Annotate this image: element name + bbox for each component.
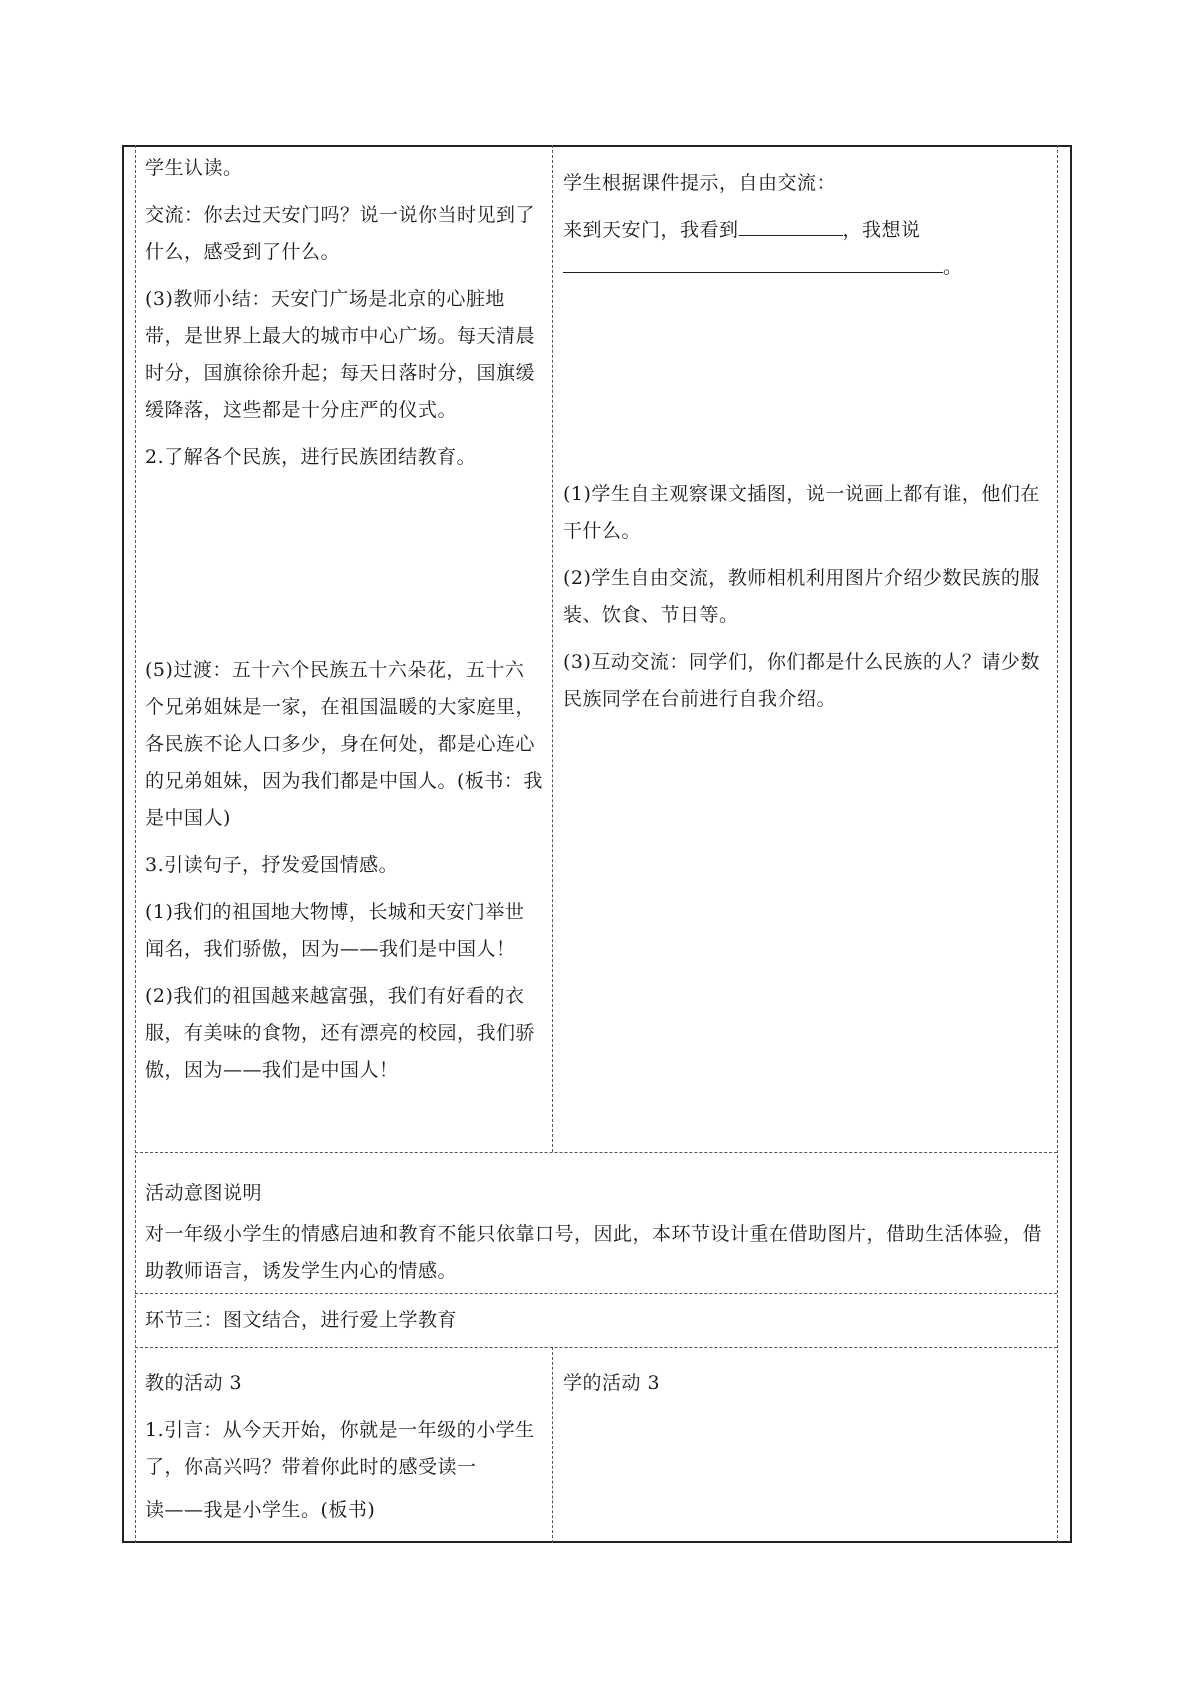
blank-line-short [739,213,843,236]
fill-in-sentence [563,212,1048,286]
paragraph-sentence-1: (1)我们的祖国地大物博，长城和天安门举世闻名，我们骄傲，因为——我们是中国人！ [145,901,525,960]
paragraph-transition: (5)过渡：五十六个民族五十六朵花，五十六个兄弟姐妹是一家，在祖国温暖的大家庭里，各民族不论人口多少，身在何处，都是心连心的兄弟姐妹，因为我们都是中国人。(板书：我是中国人) [145,659,543,829]
paragraph-introduction: 1.引言：从今天开始，你就是一年级的小学生了，你高兴吗？带着你此时的感受读一 [145,1419,535,1478]
fill-in-end: 。 [943,256,963,278]
row-divider-intent-top [135,1152,1057,1153]
paragraph-free-exchange: 学生根据课件提示，自由交流： [563,172,837,194]
fill-in-prefix: 来到天安门，我看到 [563,219,739,241]
teacher-activity-3-heading: 教的活动 3 [145,1372,243,1394]
paragraph-observe-illustration: (1)学生自主观察课文插图，说一说画上都有谁，他们在干什么。 [563,483,1040,542]
student-activity-3-heading: 学的活动 3 [563,1372,661,1394]
student-activity-cell [563,165,1048,728]
teacher-activity-3-cell [145,1365,543,1539]
fill-in-middle: ，我想说 [842,219,921,241]
column-divider-bottom [552,1347,553,1543]
paragraph-guided-reading: 3.引读句子，抒发爱国情感。 [145,854,399,876]
activity-intent-body: 对一年级小学生的情感启迪和教育不能只依靠口号，因此，本环节设计重在借助图片，借助生活体验，借助教师语言，诱发学生内心的情感。 [145,1223,1043,1282]
paragraph-teacher-summary: (3)教师小结：天安门广场是北京的心脏地带，是世界上最大的城市中心广场。每天清晨时分，国旗徐徐升起；每天日落时分，国旗缓缓降落，这些都是十分庄严的仪式。 [145,288,536,421]
paragraph-student-reading: 学生认读。 [145,157,243,179]
paragraph-interactive-exchange: (3)互动交流：同学们，你们都是什么民族的人？请少数民族同学在台前进行自我介绍。 [563,651,1040,710]
activity-intent-cell [145,1175,1050,1300]
activity-intent-heading: 活动意图说明 [145,1182,263,1204]
paragraph-discussion: 交流：你去过天安门吗？说一说你当时见到了什么，感受到了什么。 [145,204,536,263]
student-activity-3-cell [563,1365,1048,1412]
section3-title: 环节三：图文结合，进行爱上学教育 [145,1309,458,1331]
paragraph-introduction-end: 读——我是小学生。(板书) [145,1499,376,1521]
paragraph-sentence-2: (2)我们的祖国越来越富强，我们有好看的衣服，有美味的食物，还有漂亮的校园，我们骄傲，因为——我们是中国人！ [145,985,536,1081]
row-divider-section3-bottom [135,1347,1057,1348]
column-divider-top [552,145,553,1152]
paragraph-ethnic-customs: (2)学生自由交流，教师相机利用图片介绍少数民族的服装、饮食、节日等。 [563,567,1040,626]
teacher-activity-cell [145,150,543,1099]
table-right-inner-border [1057,145,1058,1543]
paragraph-ethnic-unity: 2.了解各个民族，进行民族团结教育。 [145,446,477,468]
blank-line-long [563,250,943,273]
table-left-inner-border [135,145,136,1543]
